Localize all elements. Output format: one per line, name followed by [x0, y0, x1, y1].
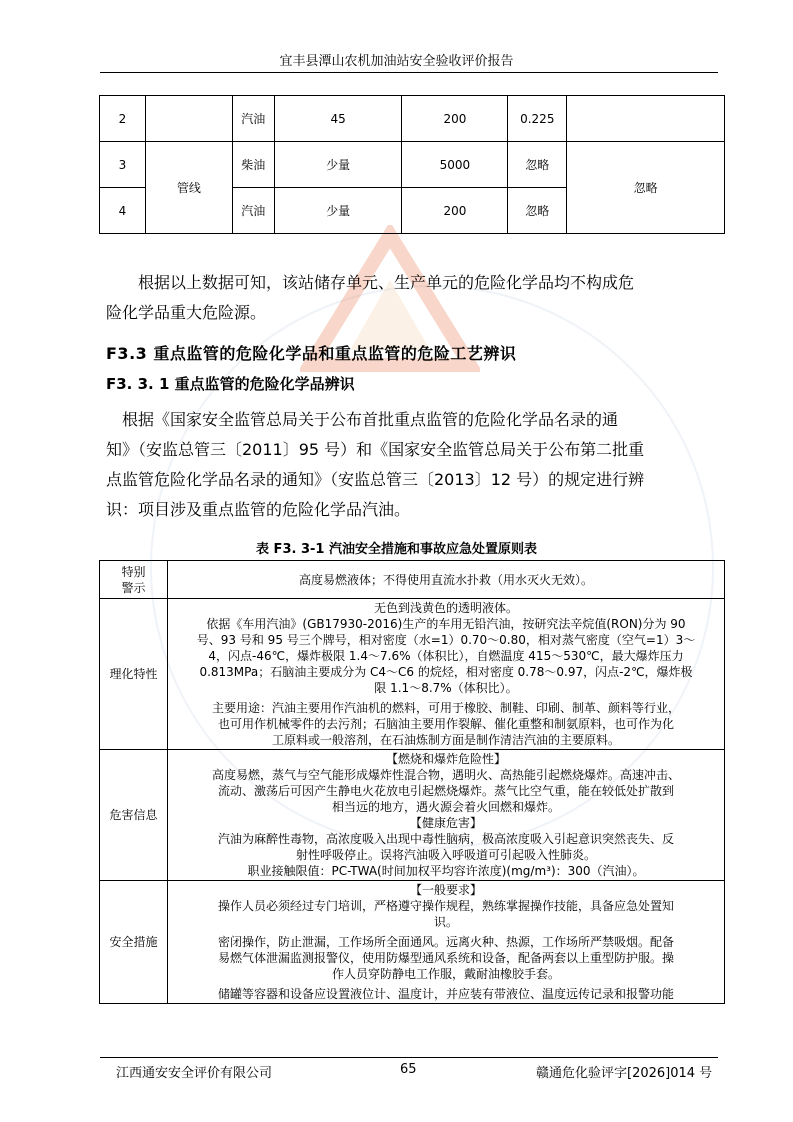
table-row-hazards: [100, 750, 725, 881]
amount-cell: 少量: [274, 142, 402, 188]
paragraph-line: 根据《国家安全监管总局关于公布首批重点监管的危险化学品名录的通: [122, 410, 619, 429]
ratio-cell: 忽略: [508, 188, 567, 234]
properties-content: [168, 599, 725, 750]
threshold-cell: 200: [402, 188, 508, 234]
paragraph-line: 点监管危险化学品名录的通知》（安监总管三〔2013〕12 号）的规定进行辨: [106, 470, 645, 489]
content-line: 作人员穿防静电工作服，戴耐油橡胶手套。: [331, 967, 560, 981]
label-line: 特别: [121, 564, 146, 579]
warning-content: [168, 561, 725, 599]
content-line: 主要用途：汽油主要用作汽油机的燃料，可用于橡胶、制鞋、印刷、制革、颜料等行业，: [211, 701, 680, 715]
footer-company: 江西通安安全评价有限公司: [116, 1066, 273, 1081]
content-line: 限 1.1～8.7%（体积比）。: [374, 681, 518, 695]
content-line: 0.813MPa；石脑油主要成分为 C4～C6 的烷烃，相对密度 0.78～0.97，闪点-2℃，爆炸极: [199, 665, 693, 679]
content-line: 依据《车用汽油》(GB17930-2016)生产的车用无铅汽油，按研究法辛烷值(RON)分为 90: [206, 617, 686, 631]
footer-report-number: 赣通危化验评字[2026]014 号: [536, 1066, 713, 1081]
content-line: 职业接触限值：PC-TWA(时间加权平均容许浓度)(mg/m³)：300（汽油）。: [247, 864, 645, 878]
content-line: 高度易燃，蒸气与空气能形成爆炸性混合物，遇明火、高热能引起燃烧爆炸。高速冲击、: [211, 768, 680, 782]
table-row: [100, 96, 725, 142]
content-line: 密闭操作，防止泄漏，工作场所全面通风。远离火种、热源，工作场所严禁吸烟。配备: [217, 935, 674, 949]
content-line: 【一般要求】: [409, 883, 482, 897]
ratio-cell: 0.225: [508, 96, 567, 142]
table-row: [100, 142, 725, 188]
paragraph-line: 知》（安监总管三〔2011〕95 号）和《国家安全监管总局关于公布第二批重: [106, 440, 645, 459]
amount-cell: 少量: [274, 188, 402, 234]
measures-content: [168, 881, 725, 1004]
paragraph-line: 识：项目涉及重点监管的危险化学品汽油。: [106, 500, 411, 519]
content-line: 储罐等容器和设备应设置液位计、温度计，并应装有带液位、温度远传记录和报警功能: [217, 987, 674, 1001]
footer-divider: [100, 1057, 718, 1058]
row-label: 安全措施: [100, 881, 168, 1004]
content-line: 识。: [433, 915, 458, 929]
content-line: 易燃气体泄漏监测报警仪，使用防爆型通风系统和设备，配备两套以上重型防护服。操: [217, 951, 674, 965]
content-line: 工原料或一般溶剂，在石油炼制方面是制作清洁汽油的主要原料。: [271, 733, 620, 747]
content-line: 相当远的地方，遇火源会着火回燃和爆炸。: [331, 800, 560, 814]
page-header-title: 宜丰县潭山农机加油站安全验收评价报告: [279, 54, 514, 69]
subsection-heading: F3. 3. 1 重点监管的危险化学品辨识: [106, 375, 355, 393]
table-row-warning: [100, 561, 725, 599]
row-label: [100, 561, 168, 599]
total-cell: [567, 96, 725, 142]
footer-page-number: 65: [400, 1062, 417, 1077]
label-line: 警示: [121, 580, 146, 595]
hazards-content: [168, 750, 725, 881]
section-heading: F3.3 重点监管的危险化学品和重点监管的危险工艺辨识: [106, 344, 517, 363]
hazard-unit-table: [99, 95, 725, 234]
unit-cell: 管线: [145, 142, 232, 234]
content-line: 操作人员必须经过专门培训，严格遵守操作规程，熟练掌握操作技能，具备应急处置知: [217, 899, 674, 913]
content-line: 号、93 号和 95 号三个牌号，相对密度（水=1）0.70～0.80，相对蒸气密度（空气=1）3～: [196, 633, 696, 647]
content-line: 【燃烧和爆炸危险性】: [385, 752, 506, 766]
medium-cell: 汽油: [232, 188, 274, 234]
paragraph-line: 险化学品重大危险源。: [106, 303, 267, 322]
table-row-properties: [100, 599, 725, 750]
row-number: 2: [100, 96, 146, 142]
unit-cell: [145, 96, 232, 142]
content-line: 流动、激荡后可因产生静电火花放电引起燃烧爆炸。蒸气比空气重，能在较低处扩散到: [217, 784, 674, 798]
paragraph-line: 根据以上数据可知，该站储存单元、生产单元的危险化学品均不构成危: [138, 273, 635, 292]
threshold-cell: 200: [402, 96, 508, 142]
total-cell: 忽略: [567, 142, 725, 234]
amount-cell: 45: [274, 96, 402, 142]
content-line: 射性呼吸停止。误将汽油吸入呼吸道可引起吸入性肺炎。: [295, 848, 596, 862]
table-caption: 表 F3. 3-1 汽油安全措施和事故应急处置原则表: [256, 542, 537, 557]
conclusion-paragraph: [106, 268, 724, 328]
threshold-cell: 5000: [402, 142, 508, 188]
row-number: 3: [100, 142, 146, 188]
header-divider: [100, 72, 718, 73]
identification-paragraph: [106, 405, 724, 525]
row-label: 危害信息: [100, 750, 168, 881]
table-row-measures: [100, 881, 725, 1004]
ratio-cell: 忽略: [508, 142, 567, 188]
content-line: 汽油为麻醉性毒物，高浓度吸入出现中毒性脑病，极高浓度吸入引起意识突然丧失、反: [217, 832, 674, 846]
content-line: 4，闪点-46℃，爆炸极限 1.4～7.6%（体积比），自燃温度 415～530℃，最大爆炸压力: [208, 649, 684, 663]
medium-cell: 柴油: [232, 142, 274, 188]
medium-cell: 汽油: [232, 96, 274, 142]
content-line: 高度易燃液体；不得使用直流水扑救（用水灭火无效）。: [298, 572, 593, 587]
row-label: 理化特性: [100, 599, 168, 750]
content-line: 【健康危害】: [409, 816, 482, 830]
row-number: 4: [100, 188, 146, 234]
gasoline-safety-table: [99, 560, 725, 1004]
content-line: 无色到浅黄色的透明液体。: [373, 601, 518, 615]
content-line: 也可用作机械零件的去污剂；石脑油主要用作裂解、催化重整和制氨原料，也可作为化: [217, 717, 674, 731]
